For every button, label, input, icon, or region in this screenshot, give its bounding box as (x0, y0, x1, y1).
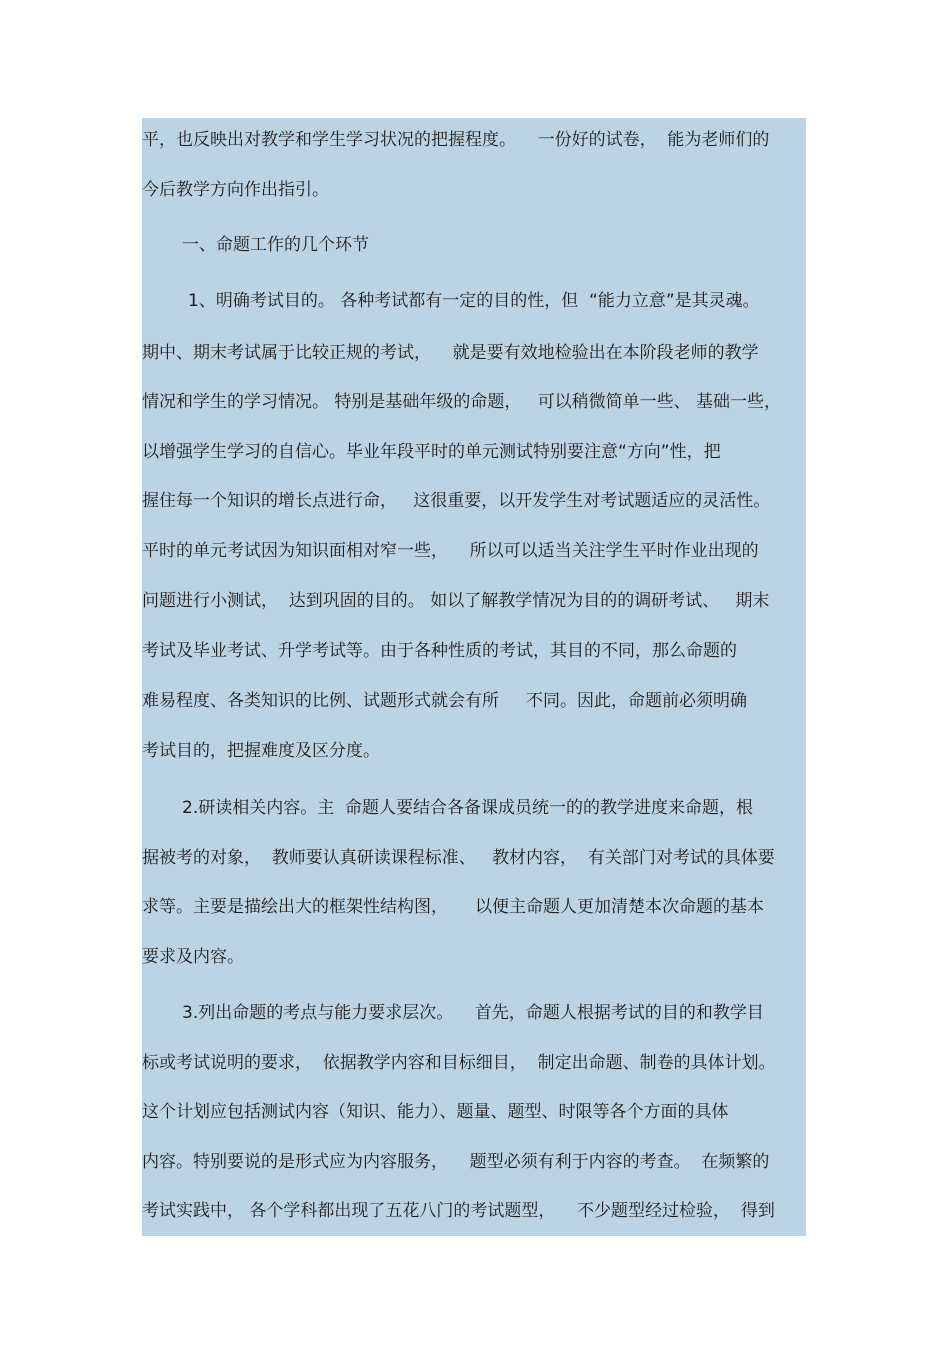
text-line: 2.研读相关内容。主 命题人要结合各备课成员统一的的教学进度来命题，根 (182, 798, 754, 818)
text-line: 求等。主要是描绘出大的框架性结构图， 以便主命题人更加清楚本次命题的基本 (142, 897, 765, 917)
text-line: 3.列出命题的考点与能力要求层次。 首先，命题人根据考试的目的和教学目 (182, 1003, 764, 1023)
text-line: 期中、期末考试属于比较正规的考试， 就是要有效地检验出在本阶段老师的教学 (142, 343, 759, 363)
text-line: 考试目的，把握难度及区分度。 (142, 741, 380, 761)
text-line: 今后教学方向作出指引。 (142, 180, 329, 200)
text-line: 考试及毕业考试、升学考试等。由于各种性质的考试，其目的不同，那么命题的 (142, 641, 737, 661)
text-line: 标或考试说明的要求， 依据教学内容和目标细目， 制定出命题、制卷的具体计划。 (142, 1053, 776, 1073)
text-line: 情况和学生的学习情况。 特别是基础年级的命题， 可以稍微简单一些、 基础一些， (142, 392, 782, 412)
text-line: 要求及内容。 (142, 947, 244, 967)
section-heading: 一、命题工作的几个环节 (182, 235, 369, 255)
text-line: 这个计划应包括测试内容（知识、能力）、题量、题型、时限等各个方面的具体 (142, 1102, 729, 1122)
text-line: 以增强学生学习的自信心。毕业年段平时的单元测试特别要注意“方向”性，把 (142, 442, 721, 462)
text-line: 内容。特别要说的是形式应为内容服务， 题型必须有利于内容的考查。 在频繁的 (142, 1152, 770, 1172)
text-line: 难易程度、各类知识的比例、试题形式就会有所 不同。因此，命题前必须明确 (142, 691, 748, 711)
text-line: 考试实践中， 各个学科都出现了五花八门的考试题型， 不少题型经过检验， 得到 (142, 1201, 775, 1221)
text-line: 问题进行小测试， 达到巩固的目的。 如以了解教学情况为目的的调研考试、 期末 (142, 591, 770, 611)
text-line: 据被考的对象， 教师要认真研读课程标准、 教材内容， 有关部门对考试的具体要 (142, 848, 775, 868)
text-line: 平时的单元考试因为知识面相对窄一些， 所以可以适当关注学生平时作业出现的 (142, 541, 759, 561)
text-line: 握住每一个知识的增长点进行命， 这很重要，以开发学生对考试题适应的灵活性。 (142, 491, 771, 511)
text-line: 平，也反映出对教学和学生学习状况的把握程度。 一份好的试卷， 能为老师们的 (142, 130, 770, 150)
highlighted-text-block (142, 118, 806, 1236)
text-line: 1、明确考试目的。 各种考试都有一定的目的性，但 “能力立意”是其灵魂。 (188, 291, 760, 311)
